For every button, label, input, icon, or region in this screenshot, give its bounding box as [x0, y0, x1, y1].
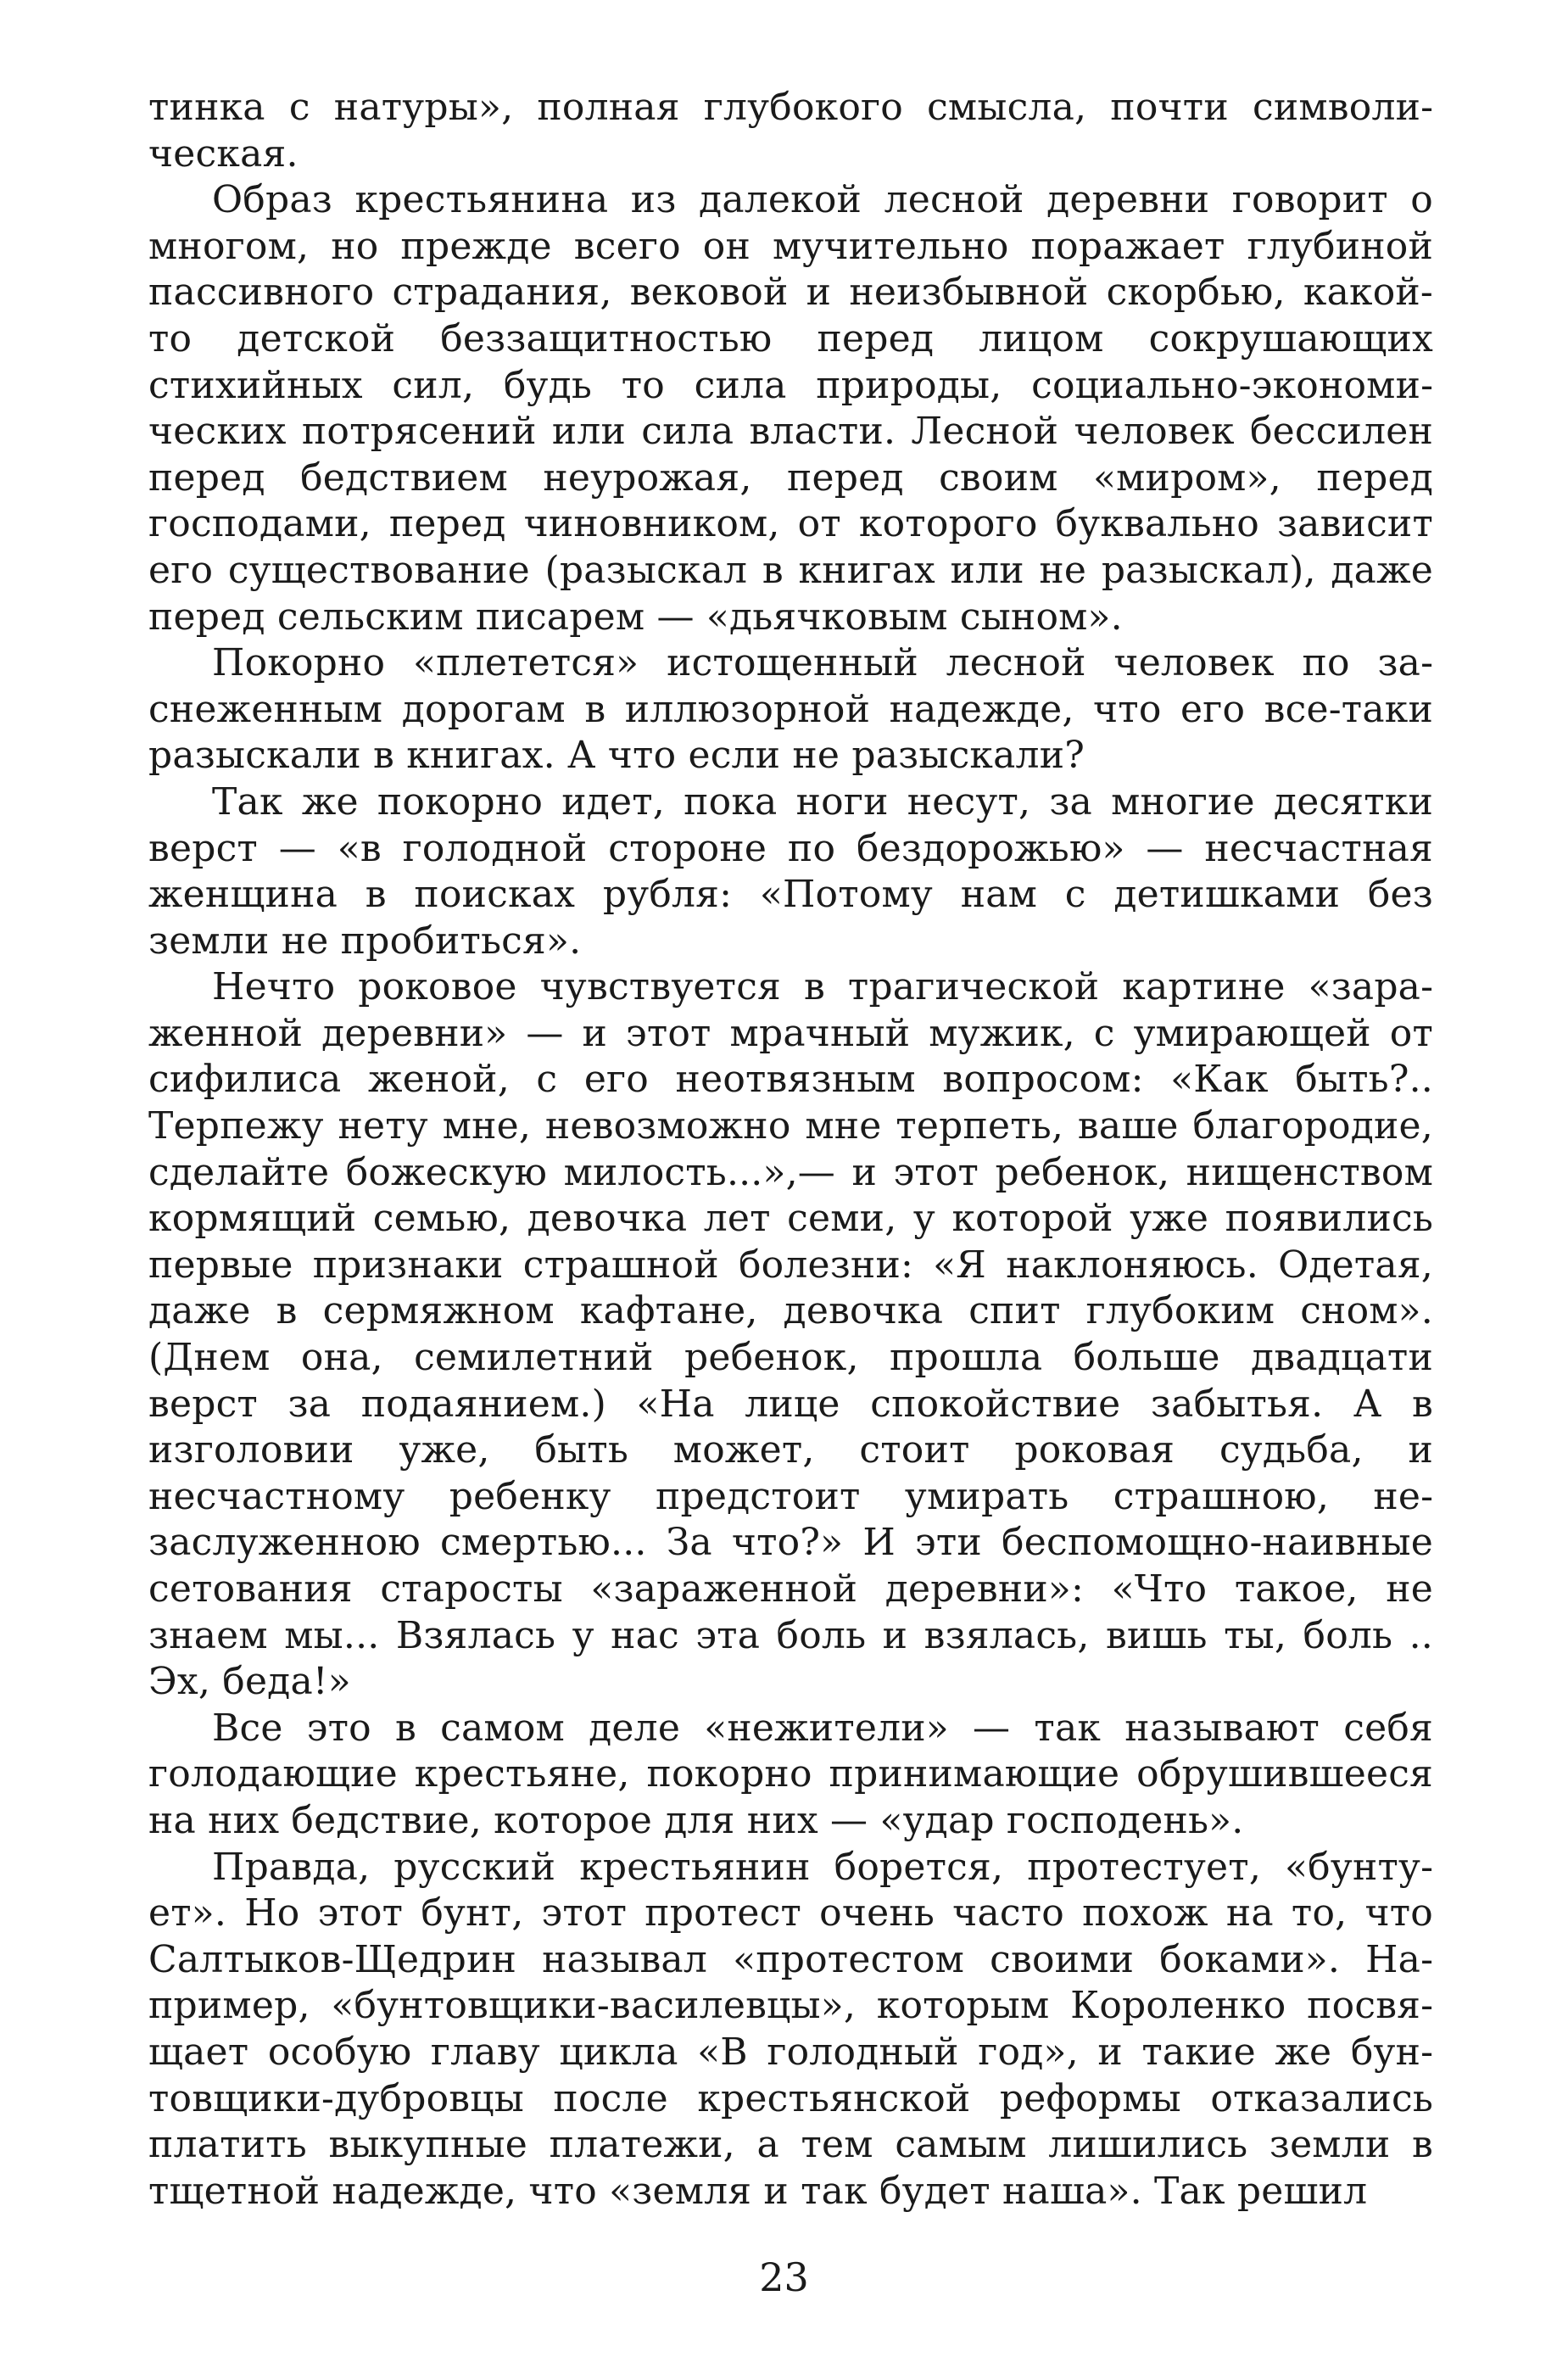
- page-number: 23: [759, 2254, 809, 2300]
- paragraph: Правда, русский крестьянин борется, протестует, «бунтует». Но этот бунт, этот протест очень часто похож на то, что Салтыков-Щедрин называл «протестом своими боками». Например, «бунтовщики-василевцы», которым Короленко посвящает особую главу цикла «В голодный год», и такие же бунтовщики-дубровцы после крестьянской реформы отказались платить выкупные платежи, а тем самым лишились земли в тщетной надежде, что «земля и так будет наша». Так решил: [148, 1845, 1433, 2213]
- page-body: [148, 85, 1433, 2215]
- paragraph: Все это в самом деле «нежители» — так называют себя голодающие крестьяне, покорно принимающие обрушившееся на них бедствие, которое для них — «удар господень».: [148, 1706, 1433, 1842]
- paragraph: Образ крестьянина из далекой лесной деревни говорит о многом, но прежде всего он мучительно поражает глубиной пассивного страдания, вековой и неизбывной скорбью, какой-то детской беззащитностью перед лицом сокрушающих стихийных сил, будь то сила природы, социально-экономических потрясений или сила власти. Лесной человек бессилен перед бедствием неурожая, перед своим «миром», перед господами, перед чиновником, от которого буквально зависит его существование (разыскал в книгах или не разыскал), даже перед сельским писарем — «дьячковым сыном».: [148, 178, 1433, 639]
- paragraph-continuation: тинка с натуры», полная глубокого смысла, почти символическая.: [148, 86, 1433, 176]
- paragraph: Покорно «плетется» истощенный лесной человек по заснеженным дорогам в иллюзорной надежде, что его все-таки разыскали в книгах. А что если не разыскали?: [148, 641, 1433, 778]
- paragraph: Нечто роковое чувствуется в трагической картине «зараженной деревни» — и этот мрачный мужик, с умирающей от сифилиса женой, с его неотвязным вопросом: «Как быть?.. Терпежу нету мне, невозможно мне терпеть, ваше благородие, сделайте божескую милость...»,— и этот ребенок, нищенством кормящий семью, девочка лет семи, у которой уже появились первые признаки страшной болезни: «Я наклоняюсь. Одетая, даже в сермяжном кафтане, девочка спит глубоким сном». (Днем она, семилетний ребенок, прошла больше двадцати верст за подаянием.) «На лице спокойствие забытья. А в изголовии уже, быть может, стоит роковая судьба, и несчастному ребенку предстоит умирать страшною, незаслуженною смертью... За что?» И эти беспомощно-наивные сетования старосты «зараженной деревни»: «Что такое, не знаем мы... Взялась у нас эта боль и взялась, вишь ты, боль .. Эх, беда!»: [148, 965, 1433, 1704]
- paragraph: Так же покорно идет, пока ноги несут, за многие десятки верст — «в голодной стороне по бездорожью» — несчастная женщина в поисках рубля: «Потому нам с детишками без земли не пробиться».: [148, 779, 1433, 963]
